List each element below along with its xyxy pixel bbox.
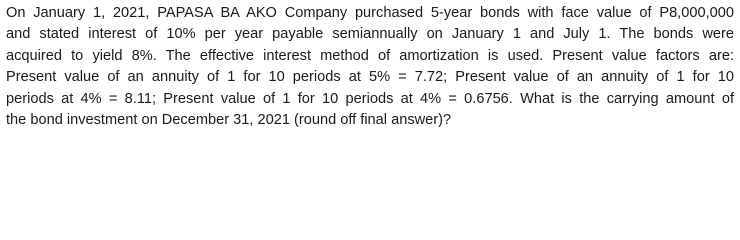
question-line: the bond investment on December 31, 2021 (round off final answer)? [6, 112, 452, 129]
question-line: and stated interest of 10% per year payable semiannually on January 1 and July 1. The bonds were [6, 26, 734, 43]
question-paragraph [6, 3, 734, 131]
question-line: On January 1, 2021, PAPASA BA AKO Company purchased 5-year bonds with face value of P8,000,000 [6, 5, 734, 21]
question-line: acquired to yield 8%. The effective interest method of amortization is used. Present value factors are: [6, 47, 734, 64]
question-line: periods at 4% = 8.11; Present value of 1 for 10 periods at 4% = 0.6756. What is the carrying amount of [6, 90, 734, 107]
question-line: Present value of an annuity of 1 for 10 periods at 5% = 7.72; Present value of an annuity of 1 for 10 [6, 69, 734, 86]
